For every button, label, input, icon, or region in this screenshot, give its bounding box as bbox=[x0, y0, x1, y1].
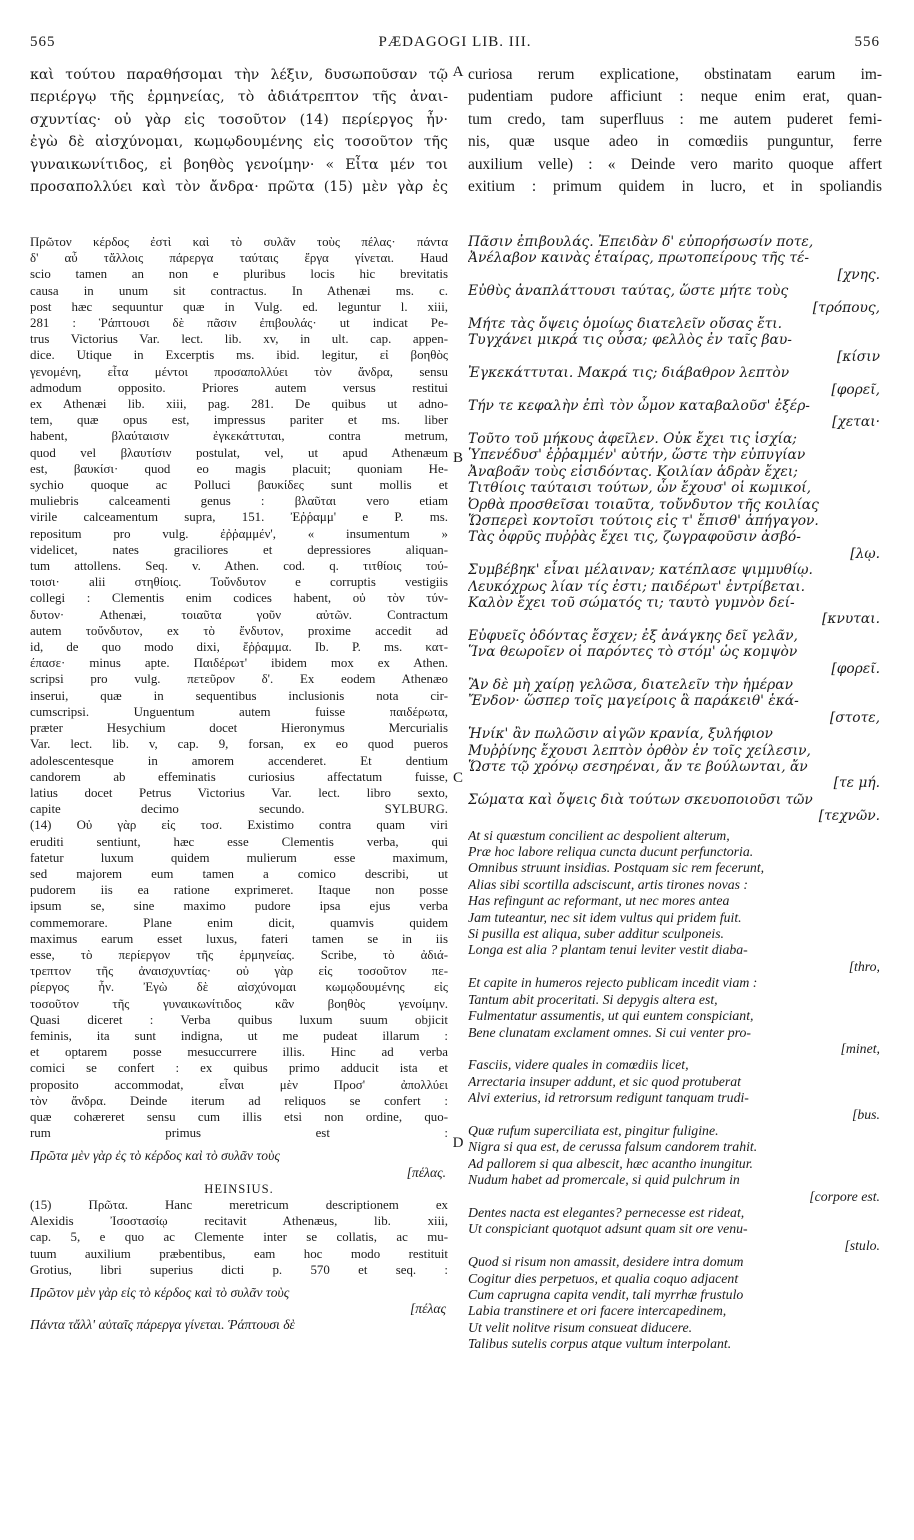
footnote-line: scio tamen an non e pluribus locis hic brevitatis bbox=[30, 267, 448, 282]
footnote-line: post hæc sequuntur quæ in Vulg. ed. leguntur l. xiii, bbox=[30, 299, 448, 314]
footnote-line: Var. lect. lib. v, cap. 9, forsan, ex eo quod pueros bbox=[30, 737, 448, 752]
footnotes-column bbox=[30, 234, 448, 1334]
footnote-line: 281 : Ῥάπτουσι δὲ πᾶσιν ἐπιβουλάς· ut indicat Pe- bbox=[30, 316, 448, 331]
greek-verse-line: Ἐγκεκάττυται. Μακρά τις; διάβαθρον λεπτὸν bbox=[468, 365, 790, 382]
footnote-line: sychio quoque ac Polluci βαυκίδες sunt mollis et bbox=[30, 478, 448, 493]
latin-text-line: tum credo, tam superfluus : me autem puderet femi- bbox=[468, 110, 882, 128]
quoted-verse-line: Πρῶτα μὲν γὰρ ἐς τὸ κέρδος καὶ τὸ συλᾶν τοὺς bbox=[30, 1148, 280, 1164]
greek-verse-line: Μήτε τὰς ὄψεις ὁμοίως διατελεῖν οὔσας ἔτι. bbox=[468, 316, 783, 333]
footnote-line: causa in unum sit contractus. In Athenæi ms. c. bbox=[30, 283, 448, 298]
greek-verse-line: Καλὸν ἔχει τοῦ σώματός τι; ταυτὸ γυμνὸν δεί- bbox=[468, 594, 795, 611]
greek-verse-line: Σώματα καὶ ὄψεις διὰ τούτων σκευοποιοῦσι τῶν bbox=[468, 791, 813, 808]
latin-verse-line: Labia transtinere et ori facere intercapedinem, bbox=[468, 1303, 727, 1319]
latin-verse-line: Nigra si qua est, de cerussa falsum candorem trahit. bbox=[468, 1139, 758, 1155]
latin-verse-line: Bene clunatam exclament omnes. Si cui venter pro- bbox=[468, 1024, 751, 1040]
latin-verse-line: Alvi exterius, id retrorsum redigunt tanquam trudi- bbox=[468, 1090, 749, 1106]
page-number-right: 556 bbox=[854, 34, 880, 50]
footnote-line: capite decimo secundo. SYLBURG. bbox=[30, 802, 448, 817]
latin-verse-line: Talibus sutelis corpus atque vultum interpolant. bbox=[468, 1336, 732, 1352]
greek-text-line: ἐγὼ δὲ αἰσχύνομαι, κωμῳδουμένης εἰς τοσοῦτον τῆς bbox=[30, 134, 448, 151]
footnote-line: virile calceamentum supra, 151. Ἐῤῥαμμ' e P. ms. bbox=[30, 510, 448, 525]
footnote-line: muliebris calceamenti genus : βλαῦται vero etiam bbox=[30, 494, 448, 509]
latin-verse-translation bbox=[468, 828, 882, 1353]
verse-continuation: [corpore est. bbox=[809, 1188, 880, 1204]
verse-continuation: [bus. bbox=[852, 1106, 880, 1122]
latin-verse-line: Arrectaria insuper addunt, et sic quod protuberat bbox=[468, 1073, 741, 1089]
footnote-line: dice. Utique in Excerptis ms. ibid. legitur, εἰ βοηθὸς bbox=[30, 348, 448, 363]
footnote-line: feminis, ita sunt indigna, ut me pudeat illarum : bbox=[30, 1028, 448, 1043]
footnote-line: tem, quæ opus est, impressus pariter et ms. liber bbox=[30, 413, 448, 428]
greek-verse-line: Ἵνα θεωροῖεν οἱ παρόντες τὸ στόμ' ὡς κομψὸν bbox=[468, 644, 798, 661]
greek-verse-line: Ὥσπερεὶ κοντοῖσι τούτοις εἰς τ' ἔπισθ' ἀπήγαγον. bbox=[468, 512, 819, 529]
footnote-line: scripsi pro vulg. πετεῦρον δ'. Ex eodem Athenæo bbox=[30, 672, 448, 687]
greek-text-line: περιέργῳ τῆς ἑρμηνείας, τὸ ἀδιάτρεπτον τῆς ἀναι- bbox=[30, 89, 448, 106]
footnote-line: trus Victorius Var. lect. lib. xv, in ult. cap. appen- bbox=[30, 332, 448, 347]
footnote-line: latius docet Petrus Victorius Var. lect. libro sexto, bbox=[30, 785, 448, 800]
footnote-line: Πρῶτον κέρδος ἐστὶ καὶ τὸ συλᾶν τοὺς πέλας· πάντα bbox=[30, 235, 448, 249]
quoted-verse-line: Πρῶτον μὲν γὰρ εἰς τὸ κέρδος καὶ τὸ συλᾶν τοὺς bbox=[30, 1285, 290, 1300]
quoted-verse-line: Πάντα τἄλλ' αὐταῖς πάρεργα γίνεται. Ῥάπτουσι δὲ bbox=[30, 1317, 295, 1333]
margin-letter: B bbox=[452, 450, 463, 466]
verse-continuation: [φορεῖ. bbox=[831, 660, 880, 677]
footnote-line: cumscripsi. Unguentum autem fuisse παιδέρωτα, bbox=[30, 704, 448, 719]
verse-continuation: [πέλας bbox=[410, 1301, 446, 1317]
greek-verse-line: Τὰς ὀφρῦς πυῤῥὰς ἔχει τις, ζωγραφοῦσιν ἀσβό- bbox=[468, 529, 801, 546]
latin-text-line: nis, quæ usque adeo in comœdiis punguntur, ferre bbox=[468, 133, 882, 151]
verse-continuation: [κίσιν bbox=[836, 348, 880, 365]
footnote-line: τὸν ἄνδρα. Deinde iterum ad reliquos se confert : bbox=[30, 1093, 448, 1108]
footnote-line: autem τοὔνδυτον, ex τὸ ἔνδυτον, proxime accedit ad bbox=[30, 623, 448, 638]
footnote-line: candorem ab effeminatis curiosius affectatum fuisse, bbox=[30, 769, 448, 784]
latin-verse-line: At si quæstum concilient ac despolient alterum, bbox=[468, 827, 730, 843]
footnote-line: Grotius, libri superius dicti p. 570 et seq. : bbox=[30, 1262, 448, 1277]
latin-text-line: exitium : primum quidem in lucro, et in spoliandis bbox=[468, 178, 882, 196]
greek-verse-line: Ἔνδον· ὥσπερ τοῖς μαγείροις ἃ παράκειθ' ἑκά- bbox=[468, 693, 799, 710]
latin-verse-line: Cogitur dies perpetuos, et qualia coquo adjacent bbox=[468, 1270, 739, 1286]
latin-verse-line: Cum caprugna capita vendit, tali myrrhæ frustulo bbox=[468, 1287, 744, 1302]
latin-verse-line: Dentes nacta est elegantes? pernecesse est rideat, bbox=[468, 1204, 745, 1220]
footnote-line: ex Athenæi lib. xiii, pag. 281. De quibus ut adno- bbox=[30, 397, 448, 412]
running-head bbox=[30, 34, 880, 54]
latin-verse-line: Si pusilla est aliqua, suber additur sculponeis. bbox=[468, 926, 725, 942]
footnote-line: maximus earum esset luxus, fateri tamen se in iis bbox=[30, 931, 448, 946]
greek-text-line: γυναικωνίτιδος, εἰ βοηθὸς γενοίμην· « Εἶτα μέν τοι bbox=[30, 156, 448, 173]
footnote-line: ρίεργος ἦν. Ἐγὼ δὲ αἰσχύνομαι κωμῳδουμένης εἰς bbox=[30, 980, 448, 995]
footnote-line: γενομένη, εἶτα μέντοι προσαπολλύει τὸν ἄνδρα, sensu bbox=[30, 364, 448, 379]
footnote-line: τοισι· alii στηθίοις. Τοὔνδυτον e corruptis vestigiis bbox=[30, 575, 448, 590]
latin-verse-line: Omnibus struunt insidias. Postquam sic rem fecerunt, bbox=[468, 860, 765, 876]
greek-verse-line: Ὀρθὰ προσθεῖσαι τοιαῦτα, τοὔνδυτον τῆς κοιλίας bbox=[468, 496, 819, 513]
greek-verse-line: Τιτθίοις ταύταισι τούτων, ὧν ἔχουσ' οἱ κωμικοί, bbox=[468, 480, 812, 497]
verse-continuation: [στοτε, bbox=[829, 709, 880, 726]
footnote-line: id, de quo modo dixi, ἔῤῥαμμα. Ib. P. ms. κατ- bbox=[30, 640, 448, 655]
footnote-line: ipsum se, sine maximo pudore ipsa ejus verba bbox=[30, 899, 448, 914]
footnote-line: δυτον· Athenæi, τοιαῦτα γοῦν αὐτῶν. Contractum bbox=[30, 607, 448, 622]
margin-letter: C bbox=[452, 770, 463, 786]
latin-verse-line: Ut velit nolitve risum consueat diducere. bbox=[468, 1319, 693, 1335]
footnote-line: commemorare. Plane enim dicit, quamvis quidem bbox=[30, 915, 448, 930]
verse-continuation: [stulo. bbox=[844, 1237, 880, 1253]
verse-column bbox=[468, 234, 882, 1353]
greek-main-text bbox=[30, 64, 448, 198]
latin-verse-line: Has refingunt ac reformant, ut nec mores antea bbox=[468, 893, 730, 909]
footnote-line: adolescentesque in amorem accenderet. Et dentium bbox=[30, 753, 448, 768]
greek-verse bbox=[468, 234, 882, 825]
footnote-line: (15) Πρῶτα. Hanc meretricum descriptionem ex bbox=[30, 1197, 448, 1212]
latin-verse-line: Longa est alia ? plantam tenui leviter vestit diaba- bbox=[468, 942, 748, 958]
note-signature: HEINSIUS. bbox=[204, 1181, 274, 1196]
footnote-line: sed majorem eum tamen a comico describi, ut bbox=[30, 866, 448, 881]
footnote-line: δ' αὖ τἄλλοις πάρεργα ταύταις ἔργα γίνεται. Haud bbox=[30, 251, 448, 266]
greek-verse-line: Πᾶσιν ἐπιβουλάς. Ἐπειδὰν δ' εὐπορήσωσίν ποτε, bbox=[468, 234, 814, 250]
latin-verse-line: Alias sibi scortilla adsciscunt, artis tirones novas : bbox=[468, 876, 749, 892]
footnote-line: tum attollens. Seq. v. Athen. cod. q. τιτθίοις τού- bbox=[30, 559, 448, 574]
verse-continuation: [χεται· bbox=[832, 414, 880, 431]
greek-verse-line: Ἀναβοᾶν τοὺς εἰσιδόντας. Κοιλίαν ἁδρὰν ἔχει; bbox=[468, 463, 798, 480]
latin-text-line: curiosa rerum explicatione, obstinatam earum im- bbox=[468, 66, 882, 83]
greek-verse-line: Τοῦτο τοῦ μήκους ἀφεῖλεν. Οὐκ ἔχει τις ἰσχία; bbox=[468, 430, 797, 447]
greek-verse-line: Συμβέβηκ' εἶναι μέλαιναν; κατέπλασε ψιμμυθίῳ. bbox=[468, 562, 813, 579]
footnote-line: præter Hesychium docet Hieronymus Mercurialis bbox=[30, 721, 448, 736]
footnote-line: cap. 5, e quo ac Clemente inter se collatis, ac mu- bbox=[30, 1230, 448, 1245]
margin-letter: A bbox=[452, 64, 464, 80]
greek-text-line: προσαπολλύει καὶ τὸν ἄνδρα· πρῶτα (15) μὲν γὰρ ἐς bbox=[30, 179, 448, 196]
footnote-line: (14) Οὐ γὰρ εἰς τοσ. Existimo contra quam viri bbox=[30, 818, 448, 833]
greek-verse-line: Τυγχάνει μικρά τις οὖσα; φελλὸς ἐν ταῖς βαυ- bbox=[468, 332, 792, 349]
verse-continuation: [χνης. bbox=[837, 266, 880, 283]
footnote-line: admodum opposito. Priores autem versus restitui bbox=[30, 380, 448, 395]
latin-verse-line: Ut conspiciant quotquot adsunt quam sit ore venu- bbox=[468, 1221, 748, 1237]
footnote-line: collegi : Clementis enim codices habent, οὐ τὸν τύν- bbox=[30, 591, 448, 606]
footnote-line: habent, βλαύταισιν ἐγκεκάττυται, contra metrum, bbox=[30, 429, 448, 444]
footnote-line: est, βαυκίσι· quod eo magis placuit; quoniam He- bbox=[30, 461, 448, 476]
footnote-line: rum primus est : bbox=[30, 1126, 448, 1141]
page-number-left: 565 bbox=[30, 34, 56, 50]
footnote-line: τρεπτον τῆς ἀναισχυντίας· οὐ γὰρ εἰς τοσοῦτον πε- bbox=[30, 964, 448, 979]
footnote-line: inserui, quæ in sequentibus inclusionis nota cir- bbox=[30, 688, 448, 703]
verse-continuation: [κνυται. bbox=[822, 611, 880, 628]
greek-text-line: σχυντίας· οὐ γὰρ εἰς τοσοῦτον (14) περίεργος ἦν· bbox=[30, 111, 448, 128]
greek-verse-line: Ἡνίκ' ἂν πωλῶσιν αἰγῶν κρανία, ξυλήφιον bbox=[468, 726, 773, 743]
latin-verse-line: Nudum habet ad promercale, si quid pulchrum in bbox=[468, 1172, 740, 1188]
verse-continuation: [thro, bbox=[848, 958, 880, 974]
verse-continuation: [φορεῖ, bbox=[831, 381, 880, 398]
greek-verse-line: Ὥστε τῷ χρόνῳ σεσηρέναι, ἄν τε βούλωνται, ἄν bbox=[468, 759, 808, 775]
latin-verse-line: Tantum abit proceritati. Si depygis altera est, bbox=[468, 991, 718, 1007]
greek-verse-line: Μυῤῥίνης ἔχουσι λεπτὸν ὀρθὸν ἐν τοῖς χείλεσιν, bbox=[468, 742, 811, 759]
page-title: PÆDAGOGI LIB. III. bbox=[378, 34, 532, 50]
latin-verse-line: Quod si risum non amassit, desidere intra domum bbox=[468, 1254, 744, 1270]
greek-verse-line: Τήν τε κεφαλὴν ἐπὶ τὸν ὦμον καταβαλοῦσ' ἐξέρ- bbox=[468, 398, 810, 415]
greek-verse-line: Ἂν δὲ μὴ χαίρῃ γελῶσα, διατελεῖν τὴν ἡμέραν bbox=[468, 676, 793, 693]
margin-letter: D bbox=[452, 1135, 464, 1151]
footnote-line: pudorem iis ea ratione exprimeret. Itaque non posse bbox=[30, 883, 448, 898]
footnote-line: proposito accommodat, εἶναι μὲν Προσ' ἀπολλύει bbox=[30, 1077, 448, 1092]
footnote-line: έπασε· minus apte. Παιδέρωτ' ibidem mox ex Athen. bbox=[30, 656, 448, 671]
latin-verse-line: Præ hoc labore reliqua cuncta ducunt perfunctoria. bbox=[468, 844, 754, 860]
greek-verse-line: Ὑπενέδυσ' ἐῤῥαμμέν' αὐτήν, ὥστε τὴν εὐπυγίαν bbox=[468, 447, 806, 464]
greek-verse-line: Ἀνέλαβον καινὰς ἑταίρας, πρωτοπείρους τῆς τέ- bbox=[468, 250, 810, 267]
latin-main-text bbox=[468, 64, 882, 198]
greek-verse-line: Λευκόχρως λίαν τίς ἐστι; παιδέρωτ' ἐντρίβεται. bbox=[468, 578, 805, 595]
footnote-line: tuum auxilium præbentibus, eam hoc modo restituit bbox=[30, 1246, 448, 1261]
footnote-line: comici se confert : ex quibus primo adducit ista et bbox=[30, 1061, 448, 1076]
footnote-line: quæ cohæreret sensu cum illis etsi non ordine, quo- bbox=[30, 1109, 448, 1124]
latin-verse-line: Quæ rufum superciliata est, pingitur fuligine. bbox=[468, 1122, 719, 1138]
verse-continuation: [λῳ. bbox=[850, 545, 880, 562]
footnote-line: et optarem posse mesuccurrere illis. Hinc ad verba bbox=[30, 1045, 448, 1060]
footnote-line: Quasi diceret : Verba quibus luxum suum objicit bbox=[30, 1012, 448, 1027]
footnote-line: τοσοῦτον τῆς γυναικωνίτιδος κἂν βοηθὸς γενοίμην. bbox=[30, 996, 448, 1011]
latin-text-line: pudentiam pudore afficiunt : neque enim erat, quan- bbox=[468, 88, 882, 106]
latin-verse-line: Jam tuteantur, nec sit idem vultus qui pridem fuit. bbox=[468, 909, 742, 925]
greek-text-line: καὶ τούτου παραθήσομαι τὴν λέξιν, δυσωποῦσαν τῷ bbox=[30, 67, 448, 83]
footnote-line: quod vel βλαυτίσιν postulat, vel, ut apud Athenæum bbox=[30, 445, 448, 460]
latin-verse-line: Fulmentatur assumentis, ut qui euntem conspiciant, bbox=[468, 1008, 754, 1024]
latin-verse-line: Fasciis, videre quales in comœdiis licet, bbox=[468, 1057, 689, 1073]
verse-continuation: [τρόπους, bbox=[812, 299, 880, 316]
footnote-line: esse, τὸ περίεργον τῆς ἑρμηνείας. Scribe, τὸ ἀδιά- bbox=[30, 947, 448, 962]
footnote-line: videlicet, nates graciliores et depressiores aliquan- bbox=[30, 542, 448, 557]
verse-continuation: [τεχνῶν. bbox=[818, 808, 880, 825]
verse-continuation: [τε μή. bbox=[833, 775, 880, 792]
footnote-line: eruditi sentiunt, hæc esse Clementis verba, qui bbox=[30, 834, 448, 849]
footnote-line: Alexidis Ἰσοστασίῳ recitavit Athenæus, lib. xiii, bbox=[30, 1214, 448, 1229]
latin-verse-line: Et capite in humeros rejecto publicam incedit viam : bbox=[468, 975, 758, 991]
verse-continuation: [πέλας. bbox=[406, 1164, 446, 1180]
latin-verse-line: Ad pallorem si qua albescit, hæc acantho inungitur. bbox=[468, 1155, 753, 1171]
footnote-line: repositum pro vulg. ἐῤῥαμμέν', « insumentum » bbox=[30, 526, 448, 541]
greek-verse-line: Εὐθὺς ἀναπλάττουσι ταύτας, ὥστε μήτε τοὺς bbox=[468, 283, 789, 300]
verse-continuation: [minet, bbox=[840, 1040, 880, 1056]
greek-verse-line: Εὐφυεῖς ὀδόντας ἔσχεν; ἐξ ἀνάγκης δεῖ γελᾶν, bbox=[468, 627, 798, 644]
latin-text-line: auxilium velle) : « Deinde vero marito quoque affert bbox=[468, 155, 882, 173]
footnote-line: fatetur luxum quidem mulierum esse maximum, bbox=[30, 850, 448, 865]
